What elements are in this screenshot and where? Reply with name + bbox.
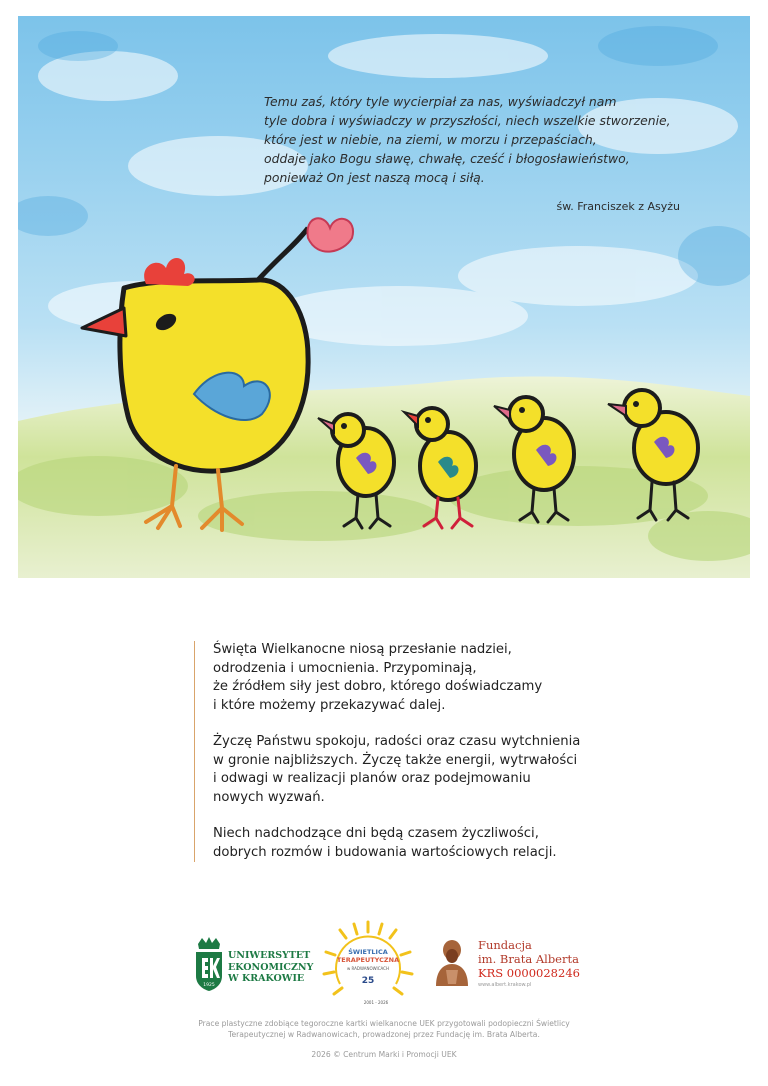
letter-line: że źródłem siły jest dobro, którego doświadczamy: [213, 679, 543, 694]
quote-author: św. Franciszek z Asyżu: [556, 200, 680, 213]
uek-logo[interactable]: [192, 936, 322, 996]
brother-albert-portrait-icon: [432, 936, 472, 986]
letter-line: dobrych rozmów i budowania wartościowych relacji.: [213, 844, 557, 860]
letter-line: i które możemy przekazywać dalej.: [213, 697, 446, 713]
letter-paragraph: [213, 733, 633, 807]
albert-krs: KRS 0000028246: [478, 966, 580, 980]
letter-line: Niech nadchodzące dni będą czasem życzliwości,: [213, 826, 539, 841]
swietlica-subtitle: w RADWANOWICACH: [347, 966, 389, 971]
swietlica-name-line: TERAPEUTYCZNA: [336, 956, 400, 964]
artwork-credit-note: [120, 1019, 648, 1040]
quote-line: Temu zaś, który tyle wycierpiał za nas, wyświadczył nam: [264, 94, 617, 109]
letter-line: w gronie najbliższych. Życzę także energii, wytrwałości: [213, 752, 578, 768]
quote-line: oddaje jako Bogu sławę, chwałę, cześć i błogosławieństwo,: [264, 151, 630, 166]
quote-line: które jest w niebie, na ziemi, w morzu i przepaściach,: [264, 132, 597, 147]
swietlica-years: 2001 - 2026: [363, 1000, 389, 1005]
albert-name-line: im. Brata Alberta: [478, 952, 579, 966]
fundacja-albert-logo[interactable]: [432, 936, 582, 998]
letter-line: Święta Wielkanocne niosą przesłanie nadziei,: [213, 642, 512, 657]
uek-year: 1925: [203, 983, 215, 988]
letter-line: i odwagi w realizacji planów oraz podejmowaniu: [213, 771, 531, 786]
albert-name-line: Fundacja: [478, 938, 532, 952]
footnote-line: Terapeutycznej w Radwanowicach, prowadzonej przez Fundację im. Brata Alberta.: [228, 1029, 540, 1039]
albert-name: [478, 938, 580, 980]
copyright: 2026 © Centrum Marki i Promocji UEK: [311, 1050, 457, 1059]
footnote-line: Prace plastyczne zdobiące tegoroczne kartki wielkanocne UEK przygotowali podopieczni Świetlicy: [198, 1019, 570, 1028]
quote-block: [264, 92, 684, 187]
uek-name-line: UNIWERSYTET: [228, 950, 311, 961]
quote-line: tyle dobra i wyświadczy w przyszłości, niech wszelkie stworzenie,: [264, 113, 671, 128]
uek-name: [228, 950, 313, 985]
letter-line: nowych wyzwań.: [213, 789, 325, 805]
uek-name-line: EKONOMICZNY: [228, 961, 314, 973]
letter-paragraph: [213, 825, 633, 862]
uek-name-line: W KRAKOWIE: [228, 973, 305, 984]
swietlica-anniversary: 25: [361, 976, 375, 986]
uek-crest-icon: [192, 936, 226, 992]
letter-line: Życzę Państwu spokoju, radości oraz czasu wytchnienia: [213, 734, 581, 749]
partner-logos: [0, 918, 768, 1010]
sun-icon: [318, 918, 418, 1010]
swietlica-name-line: ŚWIETLICA: [348, 948, 388, 956]
letter-paragraph: [213, 641, 633, 715]
easter-wishes-letter: [194, 641, 633, 862]
letter-line: odrodzenia i umocnienia. Przypominają,: [213, 660, 477, 676]
swietlica-logo[interactable]: [318, 918, 418, 1010]
swietlica-name: [336, 948, 400, 964]
quote-line: ponieważ On jest naszą mocą i siłą.: [264, 170, 485, 185]
albert-url: www.albert.krakow.pl: [478, 982, 532, 988]
